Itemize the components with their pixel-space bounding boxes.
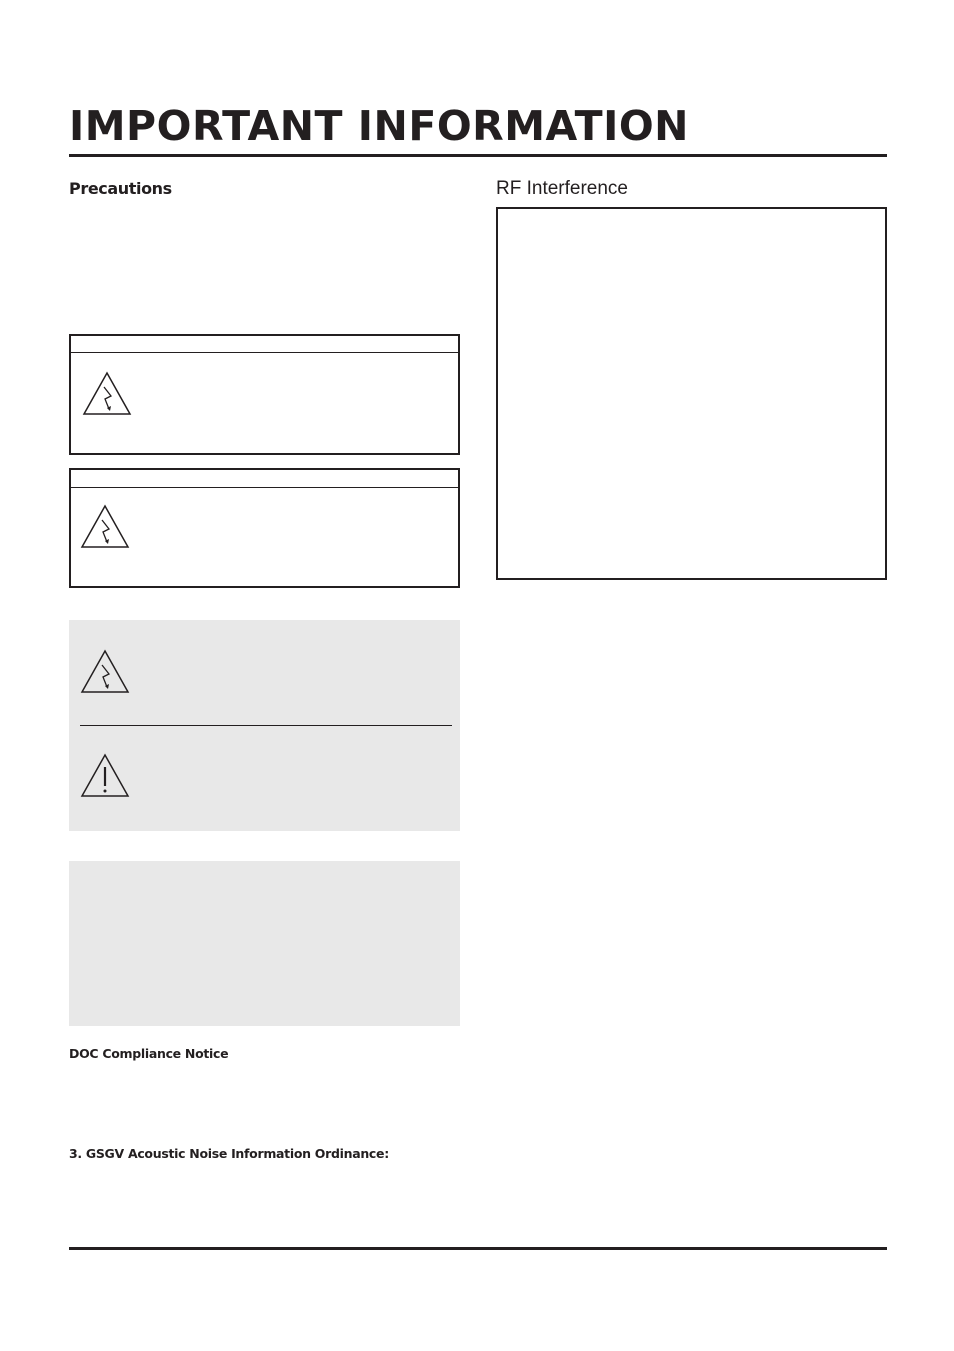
rf-interference-heading: RF Interference [496, 178, 628, 199]
precautions-heading: Precautions [69, 179, 172, 198]
page-title: IMPORTANT INFORMATION [69, 102, 689, 150]
electric-shock-warning-icon [82, 371, 132, 416]
footer-rule [69, 1247, 887, 1250]
doc-compliance-heading: DOC Compliance Notice [69, 1046, 229, 1061]
title-underline [69, 154, 887, 157]
gsgv-heading: 3. GSGV Acoustic Noise Information Ordinance: [69, 1146, 389, 1161]
symbols-panel-divider [80, 725, 452, 726]
electric-shock-warning-icon [80, 649, 130, 694]
warning-box-header-divider [71, 352, 458, 353]
exclamation-warning-icon [80, 753, 130, 798]
warning-box-2 [69, 468, 460, 588]
rf-interference-box [496, 207, 887, 580]
notice-panel [69, 861, 460, 1026]
warning-box-1 [69, 334, 460, 455]
warning-box-header-divider [71, 487, 458, 488]
electric-shock-warning-icon [80, 504, 130, 549]
